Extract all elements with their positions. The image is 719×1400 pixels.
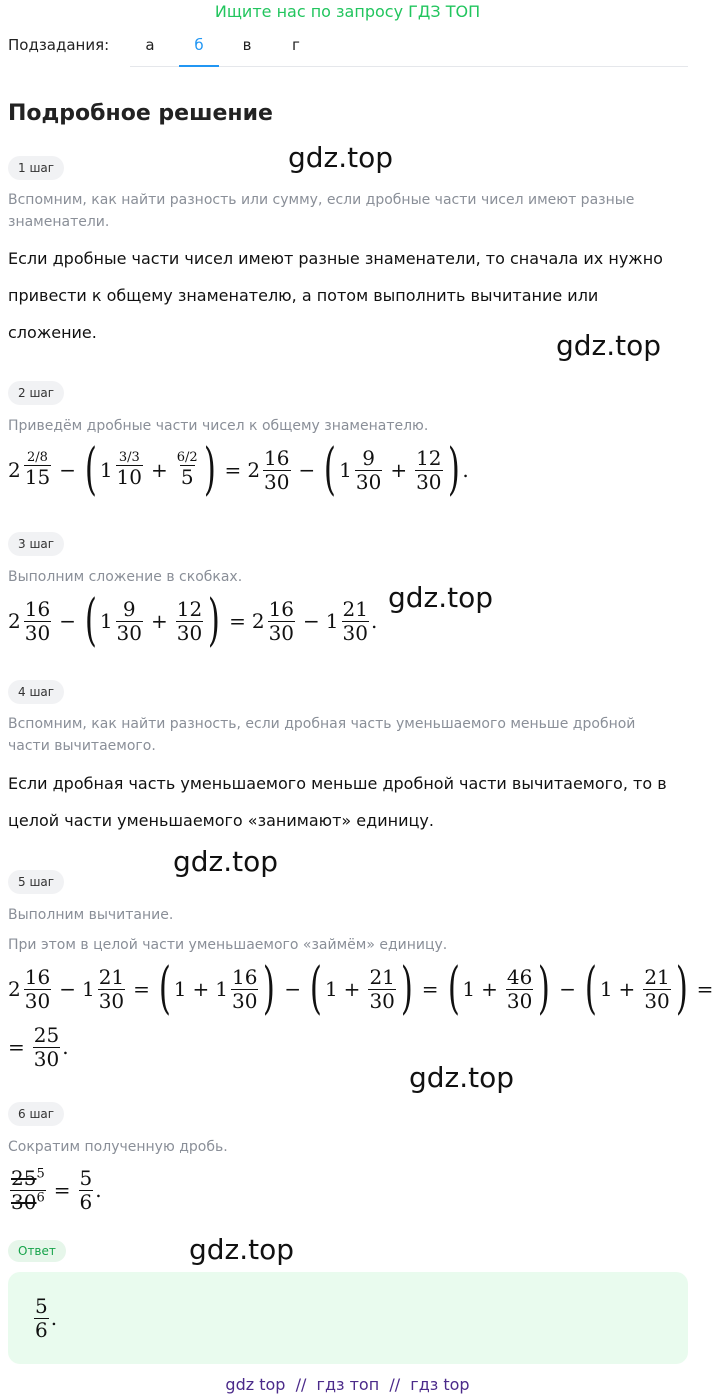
- fraction-num: 9: [122, 596, 136, 621]
- math-step-5-line-2: [8, 1019, 69, 1075]
- math-step-6: [8, 1162, 102, 1218]
- fraction-den: 30: [232, 988, 258, 1013]
- step-hint: Выполним сложение в скобках.: [8, 569, 243, 585]
- equals-sign: =: [133, 977, 150, 1001]
- fraction-num: 46: [506, 964, 533, 989]
- fraction-den: 30: [264, 469, 290, 494]
- fraction-num: 16: [24, 964, 51, 989]
- fraction-num: 5: [79, 1165, 93, 1190]
- plus-sign: +: [390, 458, 408, 482]
- fraction: [33, 1024, 60, 1071]
- minus-sign: −: [303, 609, 320, 633]
- paren-right: ): [263, 956, 276, 1021]
- step-badge: 2 шаг: [8, 381, 64, 405]
- fraction-num: 6/2: [176, 449, 198, 465]
- period: .: [370, 609, 378, 633]
- math-term: 1: [99, 458, 113, 482]
- subtasks-label: Подзадания:: [8, 36, 110, 54]
- math-step-5-line-1: [8, 956, 719, 1021]
- period: .: [62, 1035, 69, 1059]
- math-step-2: [8, 437, 469, 502]
- math-term: 1: [173, 977, 187, 1001]
- plus-sign: +: [618, 977, 636, 1001]
- paren-right: ): [208, 588, 221, 653]
- fraction-den: 30: [24, 620, 51, 645]
- equals-sign: =: [53, 1178, 71, 1202]
- paren-left: (: [324, 437, 337, 502]
- fraction: [268, 598, 295, 645]
- equals-sign: =: [696, 977, 714, 1001]
- fraction: [415, 447, 442, 494]
- plus-sign: +: [192, 977, 210, 1001]
- math-term: 1: [324, 977, 338, 1001]
- step-text: Если дробные части чисел имеют разные знаменатели, то сначала их нужно привести к общему знаменателю, а потом выполнить вычитание или сложение.: [8, 249, 663, 342]
- equals-sign: =: [421, 977, 439, 1001]
- paren-left: (: [447, 956, 460, 1021]
- equals-sign: =: [229, 609, 246, 633]
- step-hint: При этом в целой части уменьшаемого «займём» единицу.: [8, 937, 448, 953]
- fraction-num: 21: [369, 964, 395, 989]
- fraction-den: 6: [79, 1189, 93, 1214]
- step-hint: Сократим полученную дробь.: [8, 1139, 228, 1155]
- answer-badge: Ответ: [8, 1240, 66, 1262]
- fraction-num: 9: [362, 445, 375, 470]
- watermark: gdz.top: [173, 845, 279, 878]
- math-term: 2: [247, 458, 261, 482]
- step-badge: 4 шаг: [8, 680, 64, 704]
- math-term: 1: [325, 609, 339, 633]
- fraction-den: 30: [416, 469, 442, 494]
- fraction-den: [10, 1190, 46, 1214]
- step-badge: 3 шаг: [8, 532, 64, 556]
- paren-left: (: [584, 956, 597, 1021]
- step-hint: Вспомним, как найти разность, если дробная часть уменьшаемого меньше дробной части вычитаемого.: [8, 716, 636, 754]
- reduced-number: 5: [36, 1165, 45, 1181]
- footer-links[interactable]: gdz top // гдз топ // гдз top: [225, 1375, 470, 1394]
- equals-sign: =: [8, 1035, 25, 1059]
- paren-right: ): [400, 956, 413, 1021]
- math-term: 1: [339, 458, 352, 482]
- tab-a[interactable]: а: [145, 36, 155, 54]
- step-badge: 6 шаг: [8, 1102, 64, 1126]
- plus-sign: +: [151, 609, 168, 633]
- fraction: [176, 598, 203, 645]
- watermark: gdz.top: [388, 581, 494, 614]
- math-term: 1: [215, 977, 228, 1001]
- subtasks-tabs: [130, 26, 688, 67]
- paren-left: (: [158, 956, 171, 1021]
- step-badge: 5 шаг: [8, 870, 64, 894]
- fraction-den: 5: [180, 465, 194, 490]
- watermark: gdz.top: [288, 141, 394, 174]
- fraction: [98, 966, 125, 1013]
- minus-sign: −: [59, 609, 76, 633]
- fraction: [368, 966, 395, 1013]
- fraction-den: 30: [369, 988, 395, 1013]
- paren-right: ): [538, 956, 551, 1021]
- minus-sign: −: [59, 458, 76, 482]
- fraction: [263, 447, 290, 494]
- fraction-num: 12: [416, 445, 442, 470]
- fraction: [643, 966, 670, 1013]
- fraction-den: 30: [355, 469, 382, 494]
- minus-sign: −: [59, 977, 76, 1001]
- fraction: [176, 451, 199, 490]
- fraction-num: 12: [176, 596, 203, 621]
- fraction-num: 5: [35, 1293, 48, 1318]
- fraction-num: 2/8: [27, 449, 48, 465]
- math-term: 2: [8, 977, 21, 1001]
- fraction-den: 30: [268, 620, 295, 645]
- page-title: Подробное решение: [8, 101, 273, 126]
- plus-sign: +: [481, 977, 498, 1001]
- equals-sign: =: [224, 458, 242, 482]
- fraction-num: 16: [232, 964, 258, 989]
- fraction: [342, 598, 369, 645]
- fraction-den: 30: [116, 620, 142, 645]
- math-term: 1: [99, 609, 113, 633]
- fraction-num: [10, 1167, 46, 1190]
- fraction-num: 21: [98, 964, 125, 989]
- fraction-num: 21: [342, 596, 368, 621]
- fraction: [116, 598, 143, 645]
- math-step-3: [8, 588, 378, 653]
- tab-g[interactable]: г: [292, 36, 300, 54]
- math-term: 2: [251, 609, 265, 633]
- minus-sign: −: [284, 977, 302, 1001]
- step-hint: Вспомним, как найти разность или сумму, если дробные части чисел имеют разные знаменатели.: [8, 192, 635, 230]
- period: .: [50, 1306, 58, 1330]
- fraction-num: 3/3: [118, 449, 140, 465]
- period: .: [95, 1178, 102, 1202]
- paren-right: ): [447, 437, 460, 502]
- tab-v[interactable]: в: [242, 36, 252, 54]
- step-hint: Приведём дробные части чисел к общему знаменателю.: [8, 418, 429, 434]
- fraction-num: 16: [24, 596, 51, 621]
- fraction-den: 6: [35, 1317, 48, 1342]
- fraction: [24, 451, 51, 490]
- math-term: 1: [81, 977, 95, 1001]
- plus-sign: +: [343, 977, 361, 1001]
- math-term: 1: [599, 977, 613, 1001]
- fraction-den: 30: [24, 988, 51, 1013]
- fraction: [24, 966, 51, 1013]
- step-badge: 1 шаг: [8, 156, 64, 180]
- step-hint: Выполним вычитание.: [8, 907, 174, 923]
- paren-left: (: [309, 956, 323, 1021]
- fraction-den: 30: [342, 620, 368, 645]
- answer-value: [32, 1290, 57, 1346]
- minus-sign: −: [298, 458, 316, 482]
- fraction: [79, 1167, 94, 1214]
- paren-right: ): [203, 437, 216, 502]
- fraction-den: 10: [116, 465, 142, 490]
- fraction: [231, 966, 258, 1013]
- fraction: [116, 451, 143, 490]
- watermark: gdz.top: [409, 1061, 515, 1094]
- math-term: 2: [8, 458, 21, 482]
- fraction-num: 25: [33, 1022, 60, 1047]
- fraction: [34, 1295, 49, 1342]
- fraction-den: 30: [33, 1046, 60, 1071]
- fraction-num: 16: [264, 445, 290, 470]
- step-text: Если дробная часть уменьшаемого меньше дробной части вычитаемого, то в целой части уменьшаемого «занимают» единицу.: [8, 774, 667, 830]
- paren-right: ): [675, 956, 688, 1021]
- fraction: [24, 598, 51, 645]
- math-term: 1: [462, 977, 476, 1001]
- paren-left: (: [84, 437, 97, 502]
- watermark: gdz.top: [189, 1233, 295, 1266]
- fraction-den: 30: [644, 988, 670, 1013]
- fraction-num: 21: [644, 964, 670, 989]
- crossed-number: 25: [11, 1165, 37, 1190]
- paren-left: (: [84, 588, 97, 653]
- fraction-den: 15: [24, 465, 51, 490]
- math-term: 2: [8, 609, 21, 633]
- period: .: [462, 458, 469, 482]
- promo-banner[interactable]: Ищите нас по запросу ГДЗ ТОП: [214, 2, 481, 21]
- crossed-number: 30: [11, 1189, 37, 1214]
- fraction-num: 16: [268, 596, 295, 621]
- fraction-den: 30: [176, 620, 203, 645]
- tab-b[interactable]: б: [179, 36, 219, 54]
- fraction: [355, 447, 382, 494]
- minus-sign: −: [559, 977, 576, 1001]
- fraction-reduced: [10, 1167, 46, 1214]
- answer-box: [8, 1272, 688, 1364]
- fraction: [506, 966, 533, 1013]
- watermark: gdz.top: [556, 329, 662, 362]
- plus-sign: +: [151, 458, 168, 482]
- reduced-number: 6: [36, 1189, 45, 1205]
- fraction-den: 30: [506, 988, 533, 1013]
- fraction-den: 30: [98, 988, 125, 1013]
